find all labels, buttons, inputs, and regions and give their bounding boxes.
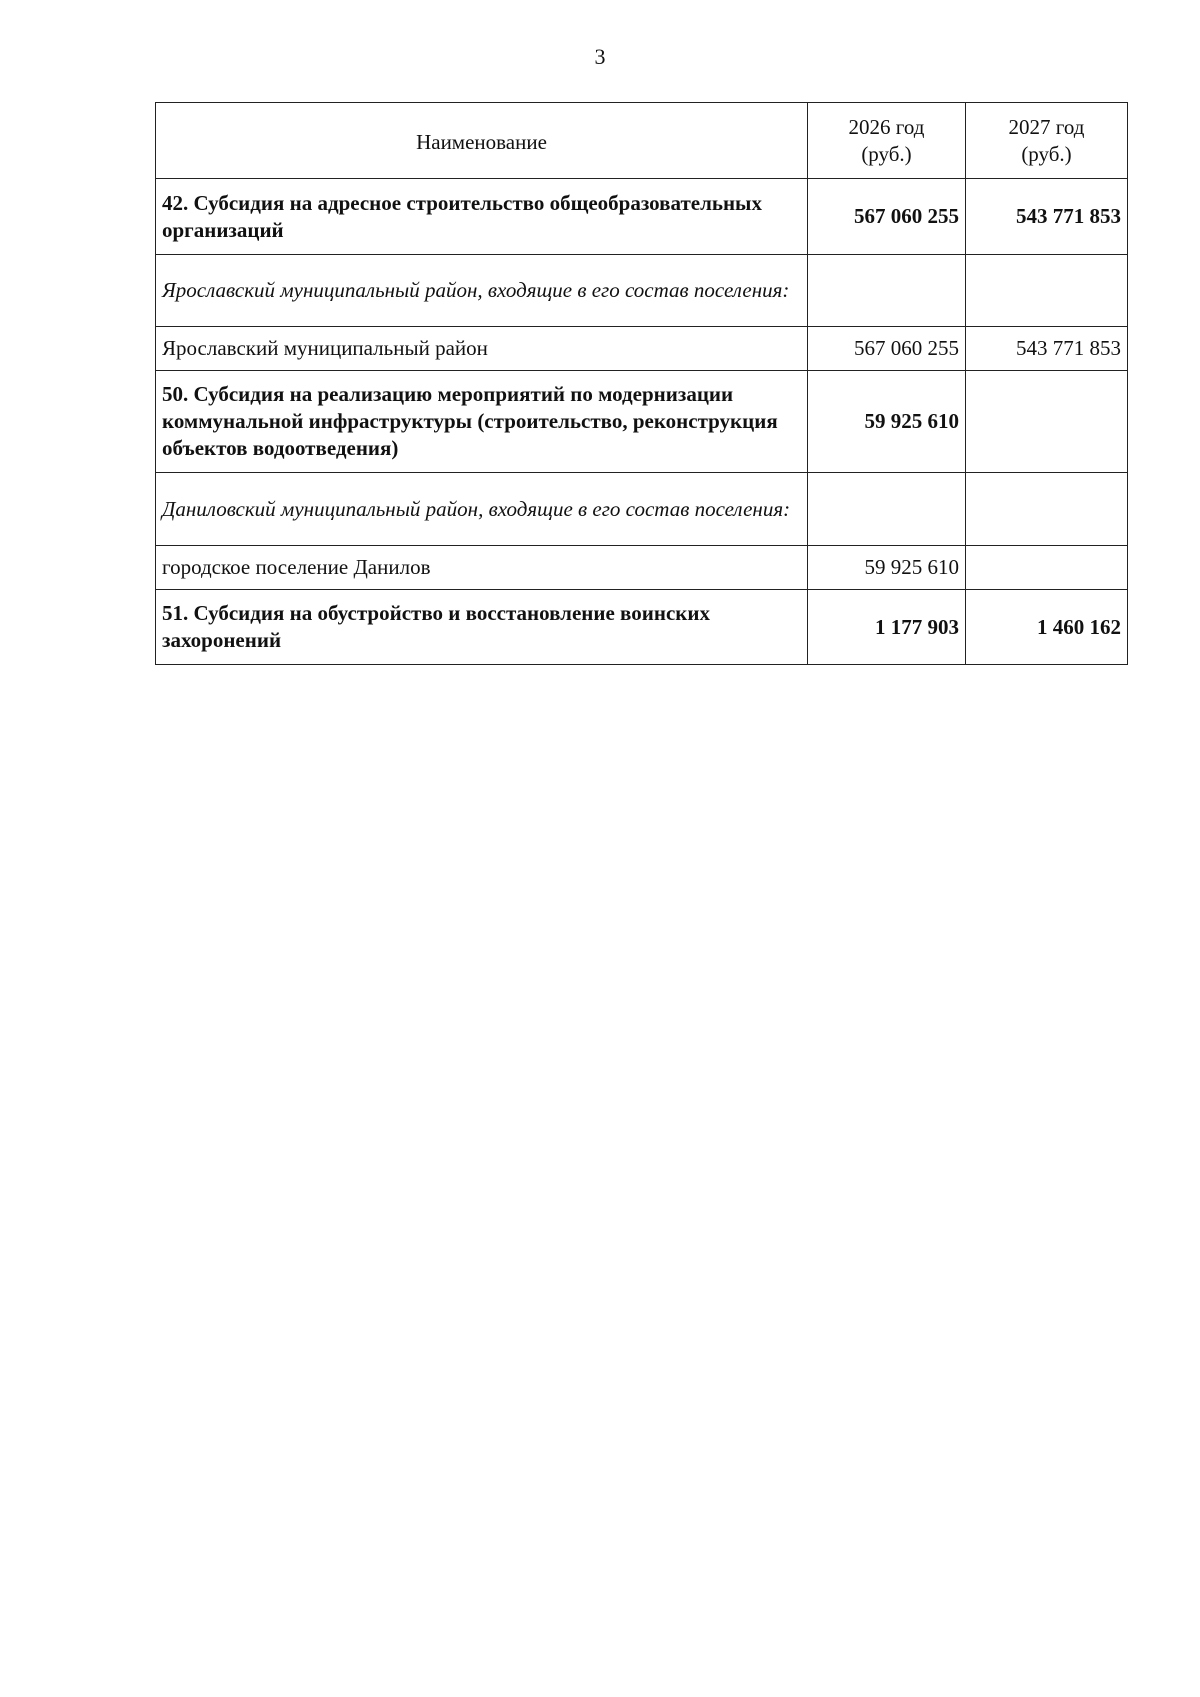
row-value-2026	[808, 255, 966, 327]
row-name: 42. Субсидия на адресное строительство общеобразовательных организаций	[156, 179, 808, 255]
header-year-2027	[966, 103, 1128, 179]
row-name: Ярославский муниципальный район, входящие в его состав поселения:	[156, 255, 808, 327]
row-name: 51. Субсидия на обустройство и восстановление воинских захоронений	[156, 590, 808, 665]
row-value-2026	[808, 473, 966, 546]
table-header-row	[156, 103, 1128, 179]
row-value-2027	[966, 371, 1128, 473]
row-value-2026: 59 925 610	[808, 371, 966, 473]
header-year-2026-label: 2026 год	[848, 114, 925, 139]
row-value-2026: 1 177 903	[808, 590, 966, 665]
row-value-2027	[966, 473, 1128, 546]
table-row	[156, 371, 1128, 473]
table-row	[156, 327, 1128, 371]
row-value-2027	[966, 255, 1128, 327]
row-value-2027	[966, 546, 1128, 590]
table-row	[156, 590, 1128, 665]
row-value-2027: 543 771 853	[966, 179, 1128, 255]
header-year-2026	[808, 103, 966, 179]
page-number: 3	[594, 44, 606, 69]
header-year-2026-unit: (руб.)	[861, 141, 912, 166]
header-year-2027-label: 2027 год	[1008, 114, 1085, 139]
row-value-2027: 543 771 853	[966, 327, 1128, 371]
header-name: Наименование	[156, 103, 808, 179]
table-row	[156, 546, 1128, 590]
row-name: городское поселение Данилов	[156, 546, 808, 590]
row-value-2027: 1 460 162	[966, 590, 1128, 665]
subsidy-table	[155, 102, 1128, 665]
table-row	[156, 255, 1128, 327]
row-value-2026: 567 060 255	[808, 179, 966, 255]
table-row	[156, 179, 1128, 255]
row-value-2026: 59 925 610	[808, 546, 966, 590]
row-name: Даниловский муниципальный район, входящие в его состав поселения:	[156, 473, 808, 546]
table-row	[156, 473, 1128, 546]
row-value-2026: 567 060 255	[808, 327, 966, 371]
row-name: 50. Субсидия на реализацию мероприятий по модернизации коммунальной инфраструктуры (строительство, реконструкция объектов водоотведения)	[156, 371, 808, 473]
row-name: Ярославский муниципальный район	[156, 327, 808, 371]
header-year-2027-unit: (руб.)	[1021, 141, 1072, 166]
